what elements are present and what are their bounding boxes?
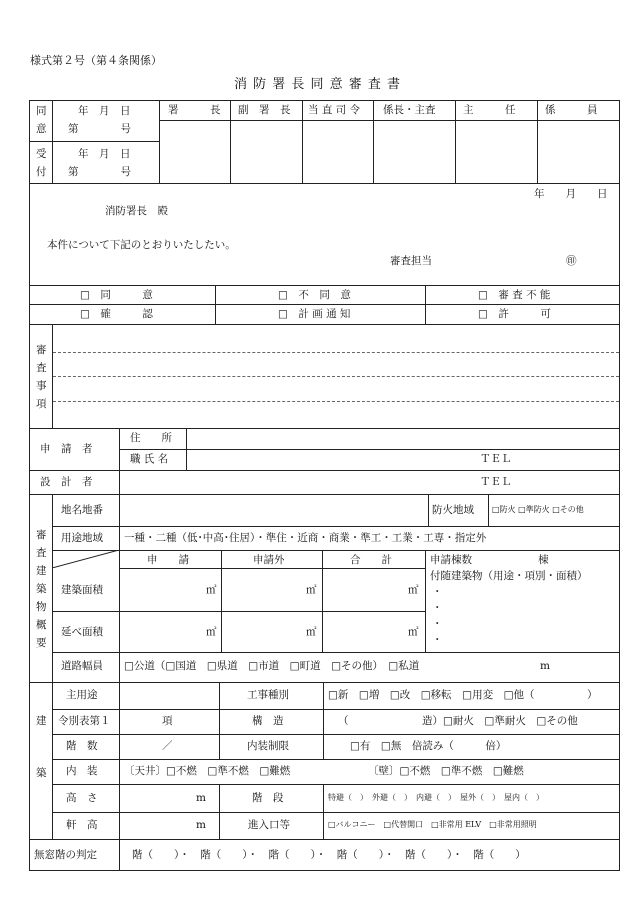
- review-label-3: 事: [36, 380, 47, 392]
- col-total: 合 計: [350, 554, 392, 566]
- road-options[interactable]: □公道（□国道 □県道 □市道 □町道 □その他） □私道: [124, 660, 420, 672]
- area-unit: ㎡: [306, 626, 317, 638]
- opt-non-consent[interactable]: □ 不 同 意: [278, 289, 351, 301]
- opt-plan-notice[interactable]: □ 計 画 通 知: [278, 308, 351, 320]
- interior-label: 内 装: [66, 765, 98, 777]
- height-label: 高 さ: [66, 792, 98, 804]
- road-unit: m: [540, 660, 550, 672]
- area-unit: ㎡: [206, 584, 217, 596]
- receipt-date: 年 月 日: [78, 148, 131, 160]
- applicant-label: 申 請 者: [40, 443, 93, 455]
- page-title: 消 防 署 長 同 意 審 査 書: [234, 77, 402, 92]
- ceiling-options[interactable]: 〔天井〕□不燃 □準不燃 □難燃: [124, 765, 291, 777]
- stamp-box-supervisor[interactable]: [456, 121, 537, 183]
- address-field[interactable]: [187, 429, 619, 449]
- building-count-label: 申請棟数: [430, 554, 472, 566]
- building-label-2: 築: [36, 767, 47, 779]
- stamp-box-staff[interactable]: [538, 121, 619, 183]
- overview-label-6: 概: [36, 619, 47, 631]
- name-label: 職 氏 名: [130, 453, 169, 465]
- windowless-floor-label: 無窓階の判定: [34, 849, 97, 861]
- road-width-label: 道路幅員: [61, 660, 103, 672]
- designer-label: 設 計 者: [40, 476, 93, 488]
- area-unit: ㎡: [206, 626, 217, 638]
- building-label-1: 建: [36, 715, 47, 727]
- role-deputy-chief: 副 署 長: [238, 104, 291, 116]
- letter-addressee: 消防署長 殿: [105, 205, 168, 217]
- role-supervisor: 主 任: [463, 104, 516, 116]
- review-label-2: 査: [36, 362, 47, 374]
- applicant-tel: ＴＥＬ: [480, 453, 512, 465]
- receipt-label-1: 受: [36, 148, 47, 160]
- receipt-label-2: 付: [36, 166, 47, 178]
- role-duty-commander: 当 直 司 令: [308, 104, 361, 116]
- role-chief: 署 長: [168, 104, 221, 116]
- letter-date: 年 月 日: [534, 188, 608, 200]
- consent-date: 年 月 日: [78, 105, 131, 117]
- structure-label: 構 造: [252, 715, 284, 727]
- review-notes-area[interactable]: [53, 325, 619, 428]
- fire-zone-options[interactable]: □防火 □準防火 □その他: [492, 505, 584, 514]
- examiner-label: 審査担当: [390, 255, 432, 267]
- stamp-box-duty[interactable]: [303, 121, 373, 183]
- use-zone-label: 用途地域: [61, 532, 103, 544]
- review-label-4: 項: [36, 398, 47, 410]
- entrance-options[interactable]: □バルコニー □代替開口 □非常用 ELV □非常用照明: [328, 820, 537, 829]
- opt-permission[interactable]: □ 許 可: [478, 308, 551, 320]
- letter-body: 本件について下記のとおりいたしたい。: [47, 239, 236, 251]
- consent-label-2: 意: [36, 123, 47, 135]
- overview-label-3: 建: [36, 565, 47, 577]
- area-unit: ㎡: [408, 626, 419, 638]
- consent-number: 第 号: [68, 123, 131, 135]
- overview-label-4: 築: [36, 583, 47, 595]
- form-number: 様式第２号（第４条関係）: [30, 54, 162, 67]
- annex-bullet: ・: [432, 586, 443, 598]
- structure-options[interactable]: （ 造）□耐火 □準耐火 □その他: [338, 715, 578, 727]
- annex-bullet: ・: [432, 634, 443, 646]
- opt-consent[interactable]: □ 同 意: [80, 289, 153, 301]
- building-area-label: 建築面積: [61, 584, 103, 596]
- stamp-box-section[interactable]: [374, 121, 455, 183]
- annex-bullet: ・: [432, 602, 443, 614]
- work-type-label: 工事種別: [247, 689, 289, 701]
- location-label: 地名地番: [61, 504, 103, 516]
- opt-confirmation[interactable]: □ 確 認: [80, 308, 153, 320]
- stairs-label: 階 段: [252, 792, 284, 804]
- entrance-label: 進入口等: [248, 819, 290, 831]
- annex-label: 付随建築物（用途・項別・面積）: [430, 570, 588, 582]
- designer-tel: ＴＥＬ: [480, 476, 512, 488]
- stamp-box-chief[interactable]: [160, 121, 230, 183]
- building-count-unit: 棟: [538, 554, 549, 566]
- opt-unreviewable[interactable]: □ 審 査 不 能: [478, 289, 551, 301]
- receipt-number: 第 号: [68, 166, 131, 178]
- stamp-box-deputy[interactable]: [231, 121, 302, 183]
- use-zone-value[interactable]: 一種・二種（低･中高･住居）・準住・近商・商業・準工・工業・工専・指定外: [124, 532, 487, 544]
- floor-area-label: 延べ面積: [61, 626, 103, 638]
- overview-label-5: 物: [36, 601, 47, 613]
- stairs-options[interactable]: 特避（ ） 外避（ ） 内避（ ） 屋外（ ） 屋内（ ）: [328, 793, 544, 802]
- work-type-options[interactable]: □新 □増 □改 □移転 □用変 □他（ ）: [328, 689, 598, 701]
- seal-icon: ㊞: [566, 255, 577, 267]
- overview-label-2: 査: [36, 547, 47, 559]
- col-applied: 申 請: [147, 554, 189, 566]
- floors-slash: ／: [162, 740, 173, 752]
- eave-height-label: 軒 高: [66, 819, 98, 831]
- floors-label: 階 数: [66, 740, 98, 752]
- overview-label-7: 要: [36, 637, 47, 649]
- review-label-1: 審: [36, 344, 47, 356]
- consent-label-1: 同: [36, 105, 47, 117]
- address-label: 住 所: [130, 432, 172, 444]
- area-unit: ㎡: [306, 584, 317, 596]
- interior-limit-label: 内装制限: [247, 740, 289, 752]
- role-section-chief: 係長・主査: [383, 104, 436, 116]
- annex-bullet: ・: [432, 618, 443, 630]
- item-label: 項: [162, 715, 173, 727]
- windowless-floor-values[interactable]: 階（ ）・ 階（ ）・ 階（ ）・ 階（ ）・ 階（ ）・ 階（ ）: [132, 849, 526, 861]
- col-not-applied: 申請外: [253, 554, 285, 566]
- appendix-label: 令別表第１: [58, 715, 111, 727]
- eave-unit: m: [196, 819, 206, 831]
- height-unit: m: [196, 792, 206, 804]
- overview-label-1: 審: [36, 529, 47, 541]
- main-use-label: 主用途: [66, 689, 98, 701]
- area-unit: ㎡: [408, 584, 419, 596]
- wall-options[interactable]: 〔壁〕□不燃 □準不燃 □難燃: [368, 765, 524, 777]
- interior-limit-options[interactable]: □有 □無 倍読み（ 倍）: [350, 740, 507, 752]
- fire-zone-label: 防火地域: [432, 504, 474, 516]
- role-staff: 係 員: [545, 104, 598, 116]
